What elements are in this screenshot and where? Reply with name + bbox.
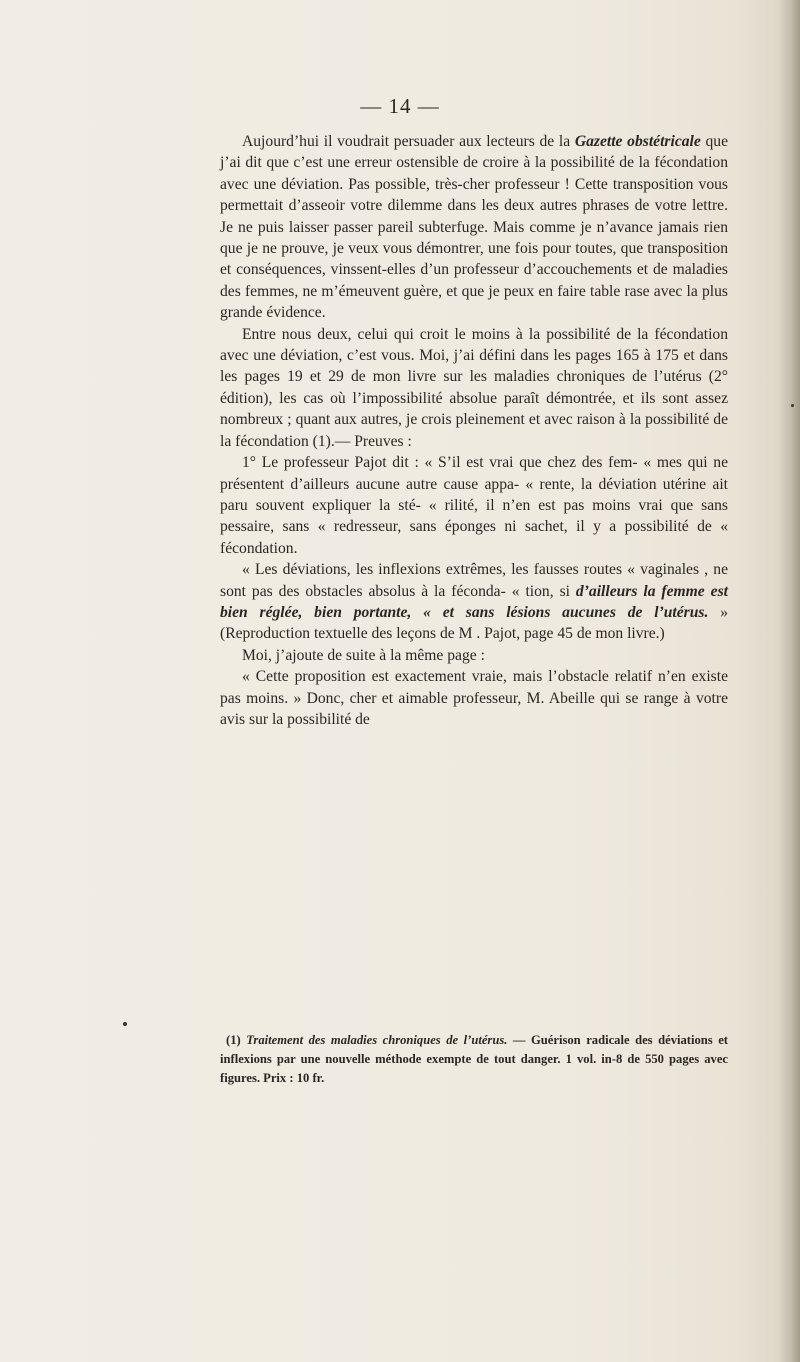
footnote-book-title: Traitement des maladies chroniques de l’utérus. (246, 1033, 508, 1047)
paragraph-1-start: Aujourd’hui il voudrait persuader aux lecteurs de la (242, 133, 575, 150)
footnote (220, 1031, 728, 1088)
paragraph-1 (220, 131, 728, 324)
paragraph-2: Entre nous deux, celui qui croit le moins à la possibilité de la fécondation avec une déviation, c’est vous. Moi, j’ai défini dans les pages 165 à 175 et dans les pages 19 et 29 de mon livre sur les maladies chroniques de l’utérus (2° édition), les cas où l’impossibilité absolue paraît démontrée, et ils sont assez nombreux ; quant aux autres, je crois pleinement et avec raison à la possibilité de la fécondation (1).— Preuves : (220, 325, 728, 450)
speck-mark (123, 1022, 127, 1026)
footnote-mark: (1) (226, 1033, 247, 1047)
journal-title: Gazette obstétricale (574, 133, 701, 150)
paragraph-3-quote: 1° Le professeur Pajot dit : « S’il est vrai que chez des fem- « mes qui ne présentent d’ailleurs aucune autre cause appa- « rente, la déviation utérine ait paru souvent expliquer la sté- « rilité, il n’en est pas moins vrai que sans pessaire, sans « redresseur, sans éponges ni sachet, il y a possibilité de « fécondation. (220, 454, 728, 557)
page-edge-shadow (778, 0, 800, 1362)
paragraph-1-rest: que j’ai dit que c’est une erreur ostensible de croire à la possibilité de la fécondation avec une déviation. Pas possible, très-cher professeur ! Cette transposition vous permettait d’asseoir votre dilemme dans les deux autres phrases de votre lettre. Je ne puis laisser passer pareil subterfuge. Mais comme je n’avance jamais rien que je ne prouve, je veux vous démontrer, une fois pour toutes, que transposition et conséquences, vinssent-elles d’un professeur d’accouchements et de maladies des femmes, ne m’émeuvent guère, et que je peux en faire table rase avec la plus grande évidence. (220, 133, 729, 322)
speck-mark (791, 404, 794, 407)
paragraph-5: Moi, j’ajoute de suite à la même page : (242, 646, 485, 664)
paragraph-4-start: « Les déviations, les inflexions extrêmes, les fausses routes « vaginales , ne sont pas des obstacles absolus à la féconda- « tion, si (220, 561, 728, 600)
paragraph-6: « Cette proposition est exactement vraie, mais l’obstacle relatif n’en existe pas moins. » Donc, cher et aimable professeur, M. Abeille qui se range à votre avis sur la possibilité de (220, 668, 728, 728)
footnote-text: — Guérison radicale des déviations et inflexions par une nouvelle méthode exempte de tout danger. 1 vol. in-8 de 550 pages avec figures. Prix : 10 fr. (220, 1033, 728, 1085)
page-number: — 14 — (360, 94, 440, 118)
body-text (220, 131, 728, 730)
paragraph-4-quote (220, 559, 728, 645)
paragraph-4-italic: d’ailleurs la femme est bien réglée, bien portante, « et sans lésions aucunes de l’utérus. (220, 582, 728, 621)
paragraph-4-rest: » (Reproduction textuelle des leçons de M . Pajot, page 45 de mon livre.) (220, 603, 729, 643)
